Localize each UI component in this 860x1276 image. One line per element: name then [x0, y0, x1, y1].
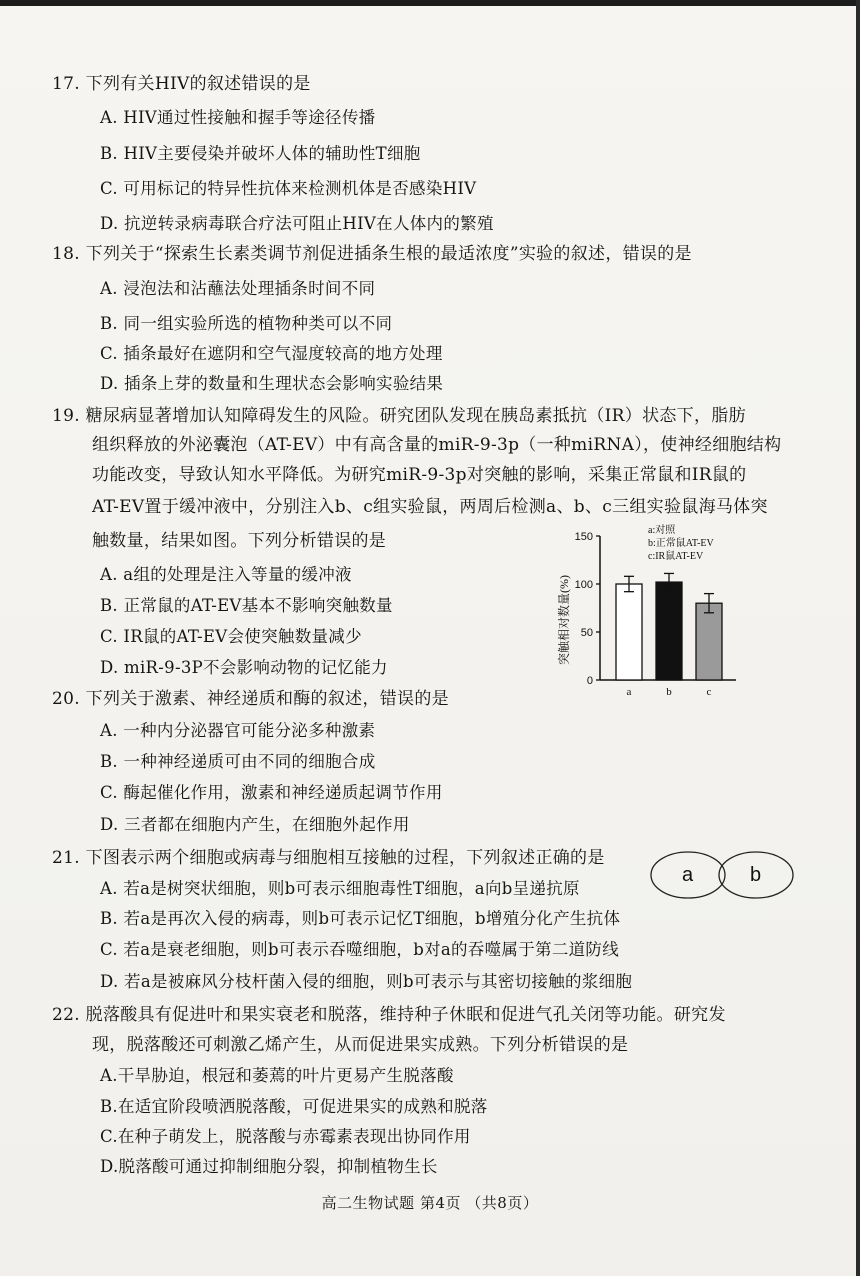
question-number: 20. [52, 689, 80, 709]
q17-option-a: A. HIV通过性接触和握手等途径传播 [100, 108, 376, 127]
y-tick-label: 150 [574, 531, 593, 543]
question-18-stem [52, 241, 692, 267]
question-20-stem [52, 686, 449, 712]
question-text: 下列有关HIV的叙述错误的是 [85, 74, 311, 94]
q21-option-c: C. 若a是衰老细胞，则b可表示吞噬细胞，b对a的吞噬属于第二道防线 [100, 940, 620, 959]
y-tick-label: 50 [580, 627, 593, 639]
question-22-stem-line-2: 现，脱落酸还可刺激乙烯产生，从而促进果实成熟。下列分析错误的是 [92, 1035, 629, 1055]
question-22-stem-line-1 [52, 1002, 726, 1028]
q22-option-c: C.在种子萌发上，脱落酸与赤霉素表现出协同作用 [100, 1127, 471, 1146]
q21-option-b: B. 若a是再次入侵的病毒，则b可表示记忆T细胞，b增殖分化产生抗体 [100, 909, 621, 928]
question-number: 18. [52, 244, 80, 264]
footer-page: 第4页 [419, 1194, 461, 1212]
cell-a-label: a [682, 864, 694, 886]
x-tick-label-b: b [666, 686, 672, 698]
y-tick-label: 0 [586, 675, 593, 687]
question-21-stem [52, 845, 605, 871]
q19-option-b: B. 正常鼠的AT-EV基本不影响突触数量 [100, 596, 393, 615]
question-19-stem-line-2: 组织释放的外泌囊泡（AT-EV）中有高含量的miR-9-3p（一种miRNA），使神经细胞结构 [92, 435, 782, 455]
question-number: 19. [52, 406, 80, 426]
q17-option-d: D. 抗逆转录病毒联合疗法可阻止HIV在人体内的繁殖 [100, 214, 494, 233]
question-19-stem-line-1 [52, 403, 746, 429]
q18-option-c: C. 插条最好在遮阴和空气湿度较高的地方处理 [100, 344, 443, 363]
scan-right-edge [856, 0, 860, 1276]
scan-top-edge [0, 0, 860, 6]
question-number: 17. [52, 74, 80, 94]
y-tick-label: 100 [574, 579, 593, 591]
q18-option-b: B. 同一组实验所选的植物种类可以不同 [100, 314, 393, 333]
footer-subject: 高二生物试题 [321, 1194, 415, 1212]
bar-a [616, 584, 642, 680]
q20-option-a: A. 一种内分泌器官可能分泌多种激素 [100, 721, 376, 740]
q19-option-a: A. a组的处理是注入等量的缓冲液 [100, 565, 352, 584]
question-19-stem-line-5: 触数量，结果如图。下列分析错误的是 [92, 531, 387, 551]
q22-option-b: B.在适宜阶段喷洒脱落酸，可促进果实的成熟和脱落 [100, 1097, 488, 1116]
cell-contact-diagram [648, 848, 848, 902]
footer-total: （共8页） [466, 1194, 539, 1212]
x-tick-label-a: a [626, 686, 632, 698]
question-19-stem-line-3: 功能改变，导致认知水平降低。为研究miR-9-3p对突触的影响，采集正常鼠和IR鼠的 [92, 465, 747, 485]
q21-option-a: A. 若a是树突状细胞，则b可表示细胞毒性T细胞，a向b呈递抗原 [100, 879, 580, 898]
q21-option-d: D. 若a是被麻风分枝杆菌入侵的细胞，则b可表示与其密切接触的浆细胞 [100, 972, 633, 991]
q19-option-d: D. miR-9-3P不会影响动物的记忆能力 [100, 658, 388, 677]
q17-option-b: B. HIV主要侵染并破坏人体的辅助性T细胞 [100, 144, 421, 163]
question-number: 22. [52, 1005, 80, 1025]
question-text: 下图表示两个细胞或病毒与细胞相互接触的过程，下列叙述正确的是 [85, 848, 605, 868]
page-footer [0, 1192, 860, 1213]
legend-entry-a: a:对照 [648, 525, 676, 536]
question-text: 糖尿病显著增加认知障碍发生的风险。研究团队发现在胰岛素抵抗（IR）状态下，脂肪 [85, 406, 746, 426]
synapse-bar-chart [548, 520, 758, 705]
x-tick-label-c: c [706, 686, 712, 698]
legend-entry-b: b:正常鼠AT-EV [648, 538, 714, 549]
question-number: 21. [52, 848, 80, 868]
q22-option-a: A.干旱胁迫，根冠和萎蔫的叶片更易产生脱落酸 [100, 1066, 454, 1085]
q20-option-c: C. 酶起催化作用，激素和神经递质起调节作用 [100, 783, 443, 802]
q19-option-c: C. IR鼠的AT-EV会使突触数量减少 [100, 627, 362, 646]
q20-option-d: D. 三者都在细胞内产生，在细胞外起作用 [100, 815, 410, 834]
chart-y-axis-label: 突触相对数量(%) [557, 575, 571, 665]
question-text: 下列关于“探索生长素类调节剂促进插条生根的最适浓度”实验的叙述，错误的是 [85, 244, 692, 264]
q22-option-d: D.脱落酸可通过抑制细胞分裂，抑制植物生长 [100, 1157, 438, 1176]
q18-option-d: D. 插条上芽的数量和生理状态会影响实验结果 [100, 374, 444, 393]
question-text: 下列关于激素、神经递质和酶的叙述，错误的是 [85, 689, 449, 709]
q17-option-c: C. 可用标记的特异性抗体来检测机体是否感染HIV [100, 179, 477, 198]
bar-b [656, 582, 682, 680]
q20-option-b: B. 一种神经递质可由不同的细胞合成 [100, 752, 376, 771]
question-17-stem [52, 71, 311, 97]
q18-option-a: A. 浸泡法和沾蘸法处理插条时间不同 [100, 279, 376, 298]
question-19-stem-line-4: AT-EV置于缓冲液中，分别注入b、c组实验鼠，两周后检测a、b、c三组实验鼠海马体突 [92, 497, 768, 517]
bar-c [696, 603, 722, 680]
cell-b-label: b [750, 864, 762, 886]
question-text: 脱落酸具有促进叶和果实衰老和脱落，维持种子休眠和促进气孔关闭等功能。研究发 [85, 1005, 726, 1025]
legend-entry-c: c:IR鼠AT-EV [648, 551, 704, 562]
